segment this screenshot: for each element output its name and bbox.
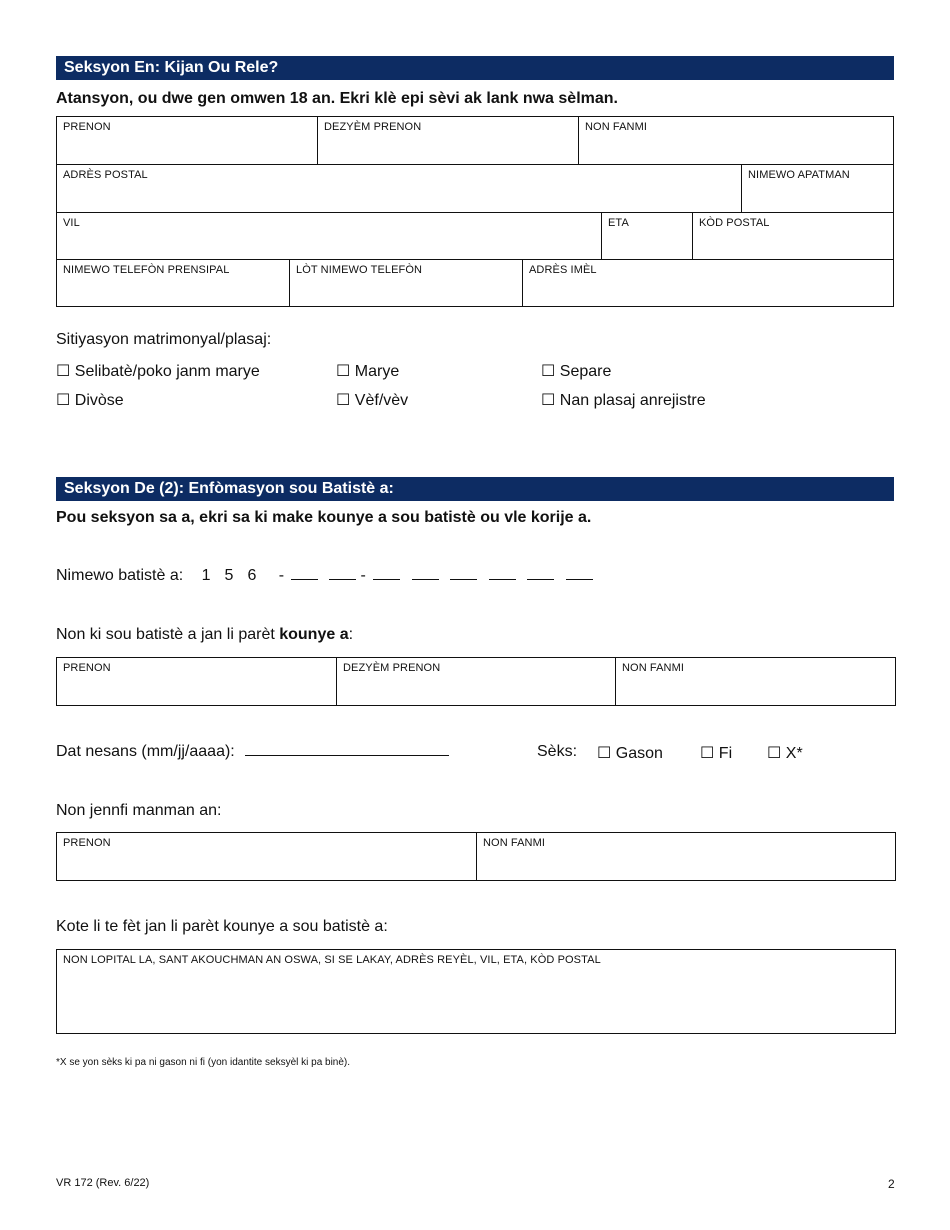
option-label: Gason [615,745,663,762]
primary-phone-input[interactable] [63,282,283,297]
zip-label: KÒD POSTAL [699,217,770,229]
cert-number-row[interactable]: Nimewo batistè a: 1 5 6 - - [56,567,593,585]
checkbox-icon[interactable]: ☐ [700,745,715,762]
cert-first-name-field[interactable] [57,658,337,705]
middle-name-field[interactable] [318,117,579,164]
page-number: 2 [888,1177,895,1191]
mother-last-name-field[interactable] [477,833,895,880]
mailing-address-field[interactable] [57,165,742,212]
last-name-field[interactable] [579,117,893,164]
marital-option-married[interactable] [336,361,399,381]
option-label: Divòse [74,392,124,409]
state-label: ETA [608,217,629,229]
cert-blank[interactable] [450,567,477,580]
mother-first-name-field[interactable] [57,833,477,880]
section2-header: Seksyon De (2): Enfòmasyon sou Batistè a: [56,477,894,501]
city-field[interactable] [57,213,602,259]
city-input[interactable] [63,235,595,250]
current-name-grid [56,657,896,706]
zip-input[interactable] [699,235,887,250]
primary-phone-field[interactable] [57,260,290,306]
mother-last-name-label: NON FANMI [483,837,546,849]
cert-blank[interactable] [329,567,356,580]
dob-row[interactable] [56,743,449,761]
cert-number-label: Nimewo batistè a: [56,567,184,584]
checkbox-icon[interactable]: ☐ [597,745,612,762]
apt-number-field[interactable] [742,165,893,212]
checkbox-icon[interactable]: ☐ [541,363,556,380]
cert-blank[interactable] [489,567,516,580]
section2-instruction: Pou seksyon sa a, ekri sa ki make kounye a sou batistè ou vle korije a. [56,509,592,526]
state-input[interactable] [608,235,686,250]
first-name-field[interactable] [57,117,318,164]
last-name-input[interactable] [585,139,887,154]
checkbox-icon[interactable]: ☐ [336,363,351,380]
marital-option-single[interactable] [56,361,260,381]
cert-blank[interactable] [373,567,400,580]
option-label: Selibatè/poko janm marye [74,363,260,380]
option-label: Vèf/vèv [354,392,409,409]
first-name-label: PRENON [63,121,111,133]
cert-blank[interactable] [412,567,439,580]
cert-first-name-input[interactable] [63,680,330,695]
cert-blank[interactable] [291,567,318,580]
cert-digit: 5 [224,567,234,584]
checkbox-icon[interactable]: ☐ [56,392,71,409]
checkbox-icon[interactable]: ☐ [541,392,556,409]
mother-last-name-input[interactable] [483,855,889,870]
cert-last-name-label: NON FANMI [622,662,685,674]
option-label: Separe [559,363,612,380]
email-label: ADRÈS IMÈL [529,264,597,276]
first-name-input[interactable] [63,139,311,154]
marital-status-label: Sitiyasyon matrimonyal/plasaj: [56,331,272,348]
cert-last-name-field[interactable] [616,658,895,705]
zip-field[interactable] [693,213,893,259]
sex-option-female[interactable] [700,743,732,763]
mailing-address-input[interactable] [63,187,735,202]
mailing-address-label: ADRÈS POSTAL [63,169,148,181]
sex-label: Sèks: [537,743,578,760]
cert-middle-name-label: DEZYÈM PRENON [343,662,441,674]
marital-option-separated[interactable] [541,361,611,381]
primary-phone-label: NIMEWO TELEFÒN PRENSIPAL [63,264,230,276]
option-label: Marye [354,363,400,380]
other-phone-field[interactable] [290,260,523,306]
apt-number-label: NIMEWO APATMAN [748,169,850,181]
email-input[interactable] [529,282,887,297]
marital-option-partnership[interactable] [541,390,706,410]
maiden-name-grid [56,832,896,881]
birthplace-grid [56,949,896,1034]
form-id: VR 172 (Rev. 6/22) [56,1177,150,1189]
other-phone-input[interactable] [296,282,516,297]
cert-middle-name-input[interactable] [343,680,609,695]
sex-option-x[interactable] [767,743,803,763]
birthplace-label: Kote li te fèt jan li parèt kounye a sou batistè a: [56,918,388,935]
checkbox-icon[interactable]: ☐ [767,745,782,762]
mother-first-name-label: PRENON [63,837,111,849]
birthplace-field-label: NON LOPITAL LA, SANT AKOUCHMAN AN OSWA, SI SE LAKAY, ADRÈS REYÈL, VIL, ETA, KÒD POSTAL [63,954,601,966]
checkbox-icon[interactable]: ☐ [56,363,71,380]
cert-prefix-digits [202,567,275,584]
mother-first-name-input[interactable] [63,855,470,870]
section1-instruction: Atansyon, ou dwe gen omwen 18 an. Ekri klè epi sèvi ak lank nwa sèlman. [56,90,618,107]
cert-first-name-label: PRENON [63,662,111,674]
option-label: X* [785,745,803,762]
footnote: *X se yon sèks ki pa ni gason ni fi (yon idantite seksyèl ki pa binè). [56,1057,351,1068]
cert-digit: 6 [247,567,257,584]
option-label: Fi [718,745,733,762]
cert-blank[interactable] [566,567,593,580]
state-field[interactable] [602,213,693,259]
cert-last-name-input[interactable] [622,680,889,695]
city-label: VIL [63,217,80,229]
current-name-label: Non ki sou batistè a jan li parèt kounye a: [56,626,354,643]
birthplace-field[interactable] [57,950,895,1033]
cert-digit: 1 [201,567,211,584]
other-phone-label: LÒT NIMEWO TELEFÒN [296,264,423,276]
maiden-name-label: Non jennfi manman an: [56,802,222,819]
dob-input[interactable] [245,743,449,756]
option-label: Nan plasaj anrejistre [559,392,706,409]
checkbox-icon[interactable]: ☐ [336,392,351,409]
apt-number-input[interactable] [748,187,887,202]
last-name-label: NON FANMI [585,121,648,133]
middle-name-label: DEZYÈM PRENON [324,121,422,133]
marital-option-divorced[interactable] [56,390,124,410]
middle-name-input[interactable] [324,139,572,154]
email-field[interactable] [523,260,893,306]
dob-label: Dat nesans (mm/jj/aaaa): [56,743,235,760]
sex-option-male[interactable] [597,743,663,763]
birthplace-input[interactable] [63,970,889,1022]
cert-blank[interactable] [527,567,554,580]
marital-option-widowed[interactable] [336,390,408,410]
personal-info-grid [56,116,894,307]
section1-header: Seksyon En: Kijan Ou Rele? [56,56,894,80]
cert-middle-name-field[interactable] [337,658,616,705]
